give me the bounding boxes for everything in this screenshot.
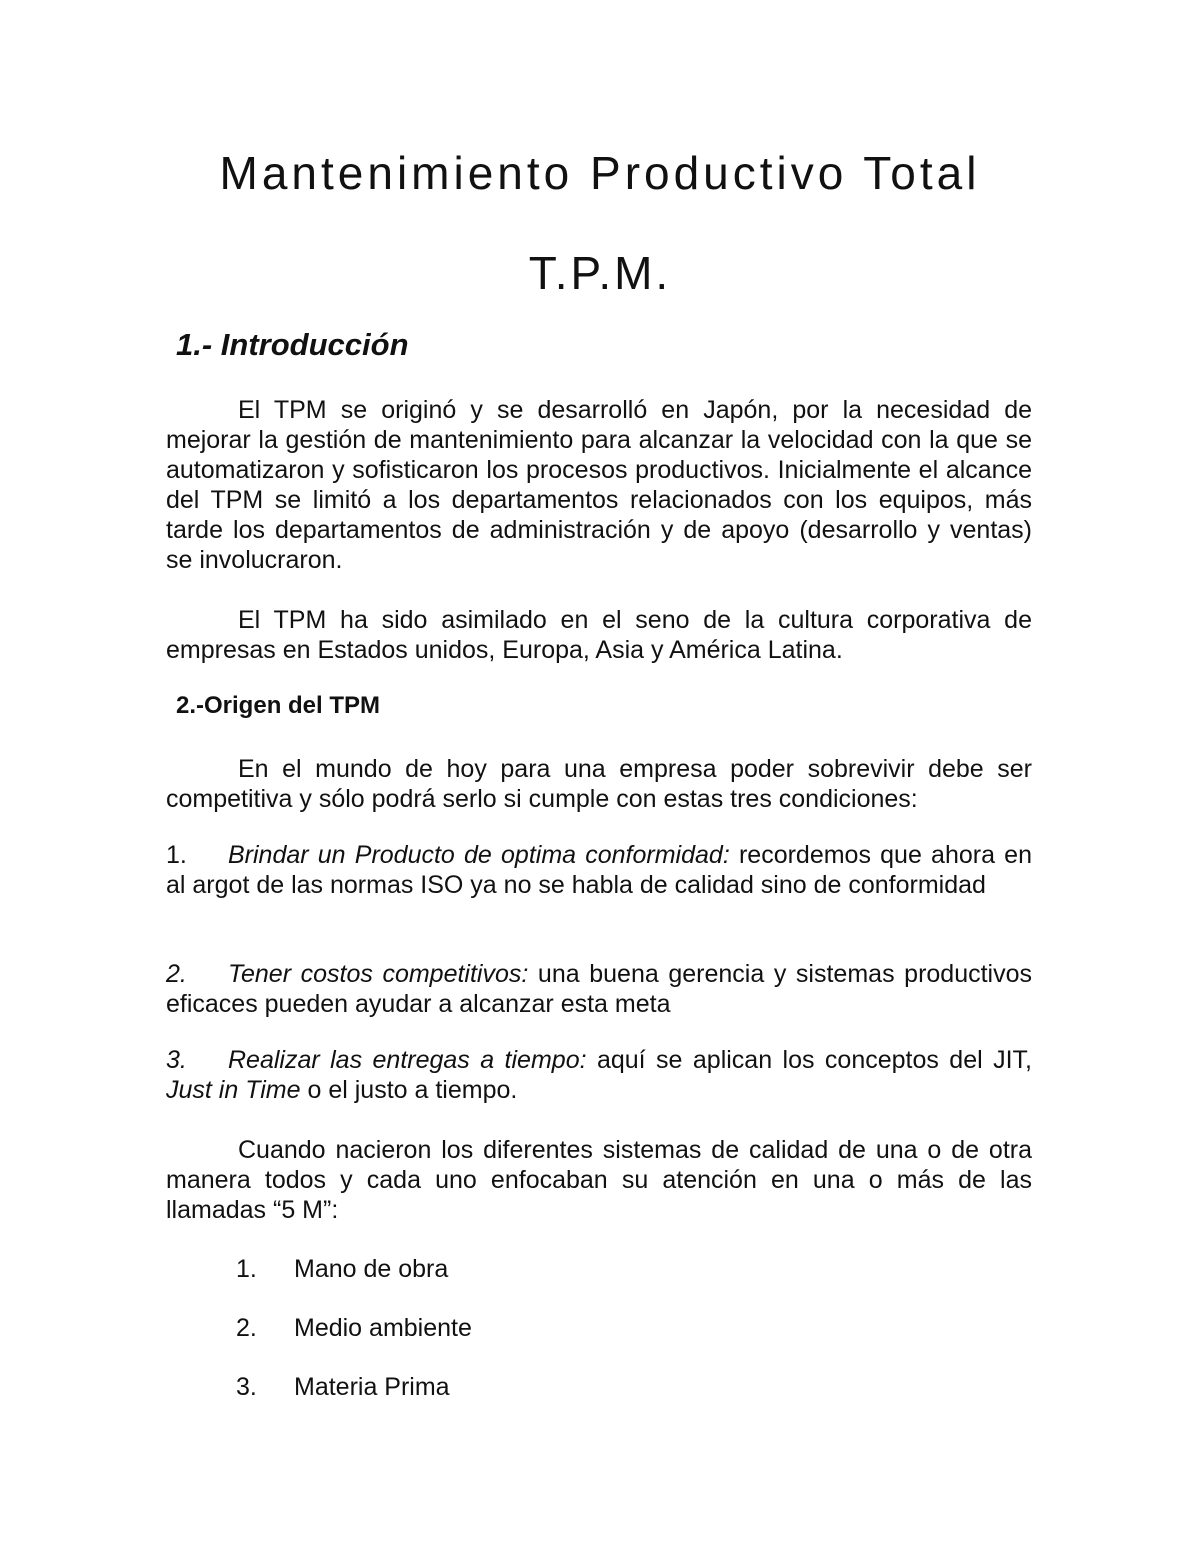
list-item-label: Medio ambiente bbox=[294, 1314, 472, 1342]
condition-text: aquí se aplican los conceptos del JIT, bbox=[586, 1046, 1032, 1074]
condition-text: una buena gerencia y sistemas productivos eficaces pueden ayudar a alcanzar esta meta bbox=[166, 960, 1033, 1018]
condition-text-end: o el justo a tiempo. bbox=[300, 1076, 518, 1104]
condition-number: 3. bbox=[166, 1046, 187, 1074]
condition-item bbox=[166, 1045, 1032, 1105]
list-item-number: 2. bbox=[236, 1314, 257, 1342]
five-m-paragraph: Cuando nacieron los diferentes sistemas de calidad de una o de otra manera todos y cada uno enfocaban su atención en una o más de las llamadas “5 M”: bbox=[166, 1136, 1032, 1224]
condition-number: 2. bbox=[166, 960, 187, 988]
list-item bbox=[236, 1372, 450, 1402]
condition-title: Realizar las entregas a tiempo: bbox=[228, 1046, 587, 1074]
section-heading-introduccion: 1.- Introducción bbox=[176, 327, 409, 362]
condition-text: recordemos que ahora en al argot de las normas ISO ya no se habla de calidad sino de conformidad bbox=[166, 841, 1032, 899]
condition-title: Tener costos competitivos: bbox=[228, 960, 529, 988]
condition-emphasis: Just in Time bbox=[166, 1076, 301, 1104]
document-subtitle: T.P.M. bbox=[528, 247, 672, 299]
condition-item bbox=[166, 840, 1032, 900]
list-item-label: Materia Prima bbox=[294, 1373, 450, 1401]
list-item bbox=[236, 1313, 472, 1343]
condition-title: Brindar un Producto de optima conformidad: bbox=[228, 841, 730, 869]
document-title: Mantenimiento Productivo Total bbox=[219, 147, 981, 199]
list-item bbox=[236, 1254, 448, 1284]
list-item-label: Mano de obra bbox=[294, 1255, 449, 1283]
list-item-number: 1. bbox=[236, 1255, 257, 1283]
intro-paragraph-1: El TPM se originó y se desarrolló en Japón, por la necesidad de mejorar la gestión de mantenimiento para alcanzar la velocidad con la que se automatizaron y sofisticaron los procesos productivos. Inicialmente el alcance del TPM se limitó a los departamentos relacionados con los equipos, más tarde los departamentos de administración y de apoyo (desarrollo y ventas) se involucraron. bbox=[166, 396, 1032, 574]
condition-item bbox=[166, 959, 1032, 1019]
list-item-number: 3. bbox=[236, 1373, 257, 1401]
section-heading-origen: 2.-Origen del TPM bbox=[176, 692, 381, 719]
origen-intro-paragraph: En el mundo de hoy para una empresa poder sobrevivir debe ser competitiva y sólo podrá serlo si cumple con estas tres condiciones: bbox=[166, 755, 1032, 813]
condition-number: 1. bbox=[166, 841, 187, 869]
intro-paragraph-2: El TPM ha sido asimilado en el seno de la cultura corporativa de empresas en Estados unidos, Europa, Asia y América Latina. bbox=[166, 606, 1032, 664]
